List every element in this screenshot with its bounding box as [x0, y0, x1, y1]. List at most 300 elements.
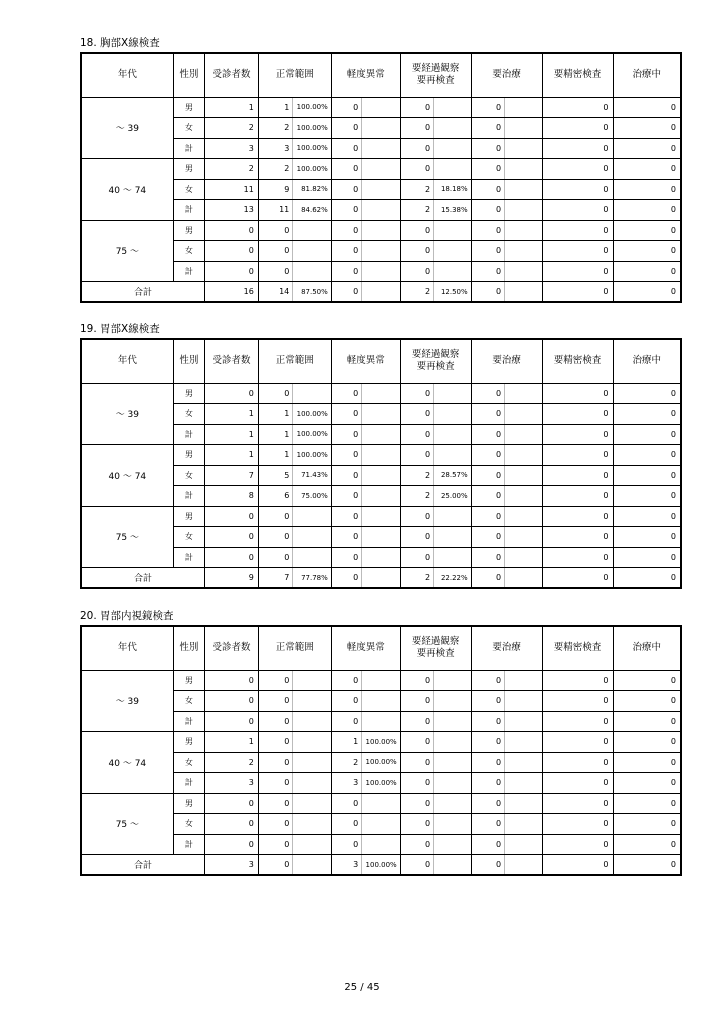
- cell-under-treatment: 0: [613, 670, 681, 691]
- sex-cell: 男: [173, 220, 204, 241]
- cell-follow: 0: [400, 691, 433, 712]
- cell-follow-pct: [434, 220, 472, 241]
- cell-treatment-pct: [505, 445, 543, 466]
- cell-detailed: 0: [542, 220, 613, 241]
- cell-mild-pct: [362, 261, 401, 282]
- table-row: [81, 670, 681, 691]
- cell-mild-pct: [362, 691, 401, 712]
- cell-detailed: 0: [542, 486, 613, 507]
- cell-detailed: 0: [542, 445, 613, 466]
- cell-normal-pct: [293, 711, 332, 732]
- cell-under-treatment: 0: [613, 241, 681, 262]
- cell-mild: 3: [331, 773, 361, 794]
- cell-treatment-pct: [505, 261, 543, 282]
- cell-detailed: 0: [542, 118, 613, 139]
- total-label: 合計: [81, 855, 205, 876]
- total-row: [81, 568, 681, 589]
- cell-detailed: 0: [542, 200, 613, 221]
- cell-detailed: 0: [542, 711, 613, 732]
- cell-normal: 0: [258, 383, 292, 404]
- cell-normal-pct: [293, 670, 332, 691]
- cell-detailed: 0: [542, 547, 613, 568]
- cell-under-treatment: 0: [613, 97, 681, 118]
- cell-mild-pct: 100.00%: [362, 773, 401, 794]
- sex-cell: 男: [173, 445, 204, 466]
- header-row: [81, 626, 681, 670]
- cell-follow-pct: [434, 118, 472, 139]
- cell-detailed: 0: [542, 855, 613, 876]
- age-group-cell: 75 ～: [81, 793, 173, 855]
- cell-normal-pct: [293, 691, 332, 712]
- cell-follow-pct: [434, 445, 472, 466]
- cell-mild: 0: [331, 465, 361, 486]
- cell-normal: 3: [258, 138, 292, 159]
- cell-mild-pct: [362, 200, 401, 221]
- cell-follow: 0: [400, 793, 433, 814]
- sex-cell: 女: [173, 527, 204, 548]
- age-group-cell: ～ 39: [81, 383, 173, 445]
- cell-normal-pct: [293, 834, 332, 855]
- cell-follow-pct: [434, 527, 472, 548]
- sex-cell: 男: [173, 670, 204, 691]
- table-row: [81, 97, 681, 118]
- cell-normal-pct: [293, 752, 332, 773]
- sex-cell: 男: [173, 383, 204, 404]
- cell-under-treatment: 0: [613, 220, 681, 241]
- cell-detailed: 0: [542, 568, 613, 589]
- cell-under-treatment: 0: [613, 282, 681, 303]
- header-examinees: 受診者数: [205, 626, 259, 670]
- sex-cell: 計: [173, 424, 204, 445]
- cell-detailed: 0: [542, 261, 613, 282]
- cell-follow: 0: [400, 424, 433, 445]
- cell-examinees: 0: [205, 691, 259, 712]
- cell-examinees: 1: [205, 445, 259, 466]
- cell-normal: 0: [258, 527, 292, 548]
- total-label: 合計: [81, 282, 205, 303]
- cell-examinees: 1: [205, 424, 259, 445]
- cell-follow-pct: 28.57%: [434, 465, 472, 486]
- cell-normal-pct: [293, 506, 332, 527]
- cell-follow: 0: [400, 506, 433, 527]
- cell-follow: 0: [400, 118, 433, 139]
- cell-under-treatment: 0: [613, 814, 681, 835]
- cell-normal: 0: [258, 732, 292, 753]
- cell-under-treatment: 0: [613, 138, 681, 159]
- cell-follow: 0: [400, 547, 433, 568]
- cell-treatment: 0: [471, 711, 504, 732]
- cell-under-treatment: 0: [613, 752, 681, 773]
- cell-mild-pct: [362, 282, 401, 303]
- section-title: 20. 胃部内視鏡検査: [80, 610, 174, 622]
- cell-follow-pct: [434, 752, 472, 773]
- cell-follow-pct: [434, 670, 472, 691]
- cell-treatment-pct: [505, 383, 543, 404]
- cell-mild: 0: [331, 445, 361, 466]
- cell-follow-pct: 18.18%: [434, 179, 472, 200]
- cell-treatment: 0: [471, 241, 504, 262]
- cell-normal-pct: [293, 383, 332, 404]
- cell-examinees: 3: [205, 773, 259, 794]
- cell-treatment: 0: [471, 855, 504, 876]
- cell-examinees: 1: [205, 97, 259, 118]
- cell-normal: 0: [258, 773, 292, 794]
- cell-detailed: 0: [542, 404, 613, 425]
- cell-normal-pct: [293, 732, 332, 753]
- cell-examinees: 0: [205, 814, 259, 835]
- cell-follow-pct: [434, 773, 472, 794]
- cell-examinees: 0: [205, 711, 259, 732]
- cell-follow-pct: [434, 261, 472, 282]
- cell-mild: 0: [331, 691, 361, 712]
- cell-treatment-pct: [505, 732, 543, 753]
- cell-normal: 1: [258, 404, 292, 425]
- cell-normal-pct: 100.00%: [293, 118, 332, 139]
- cell-mild-pct: [362, 159, 401, 180]
- header-age: 年代: [81, 626, 173, 670]
- cell-examinees: 0: [205, 793, 259, 814]
- cell-follow: 0: [400, 834, 433, 855]
- table-row: [81, 732, 681, 753]
- sex-cell: 女: [173, 691, 204, 712]
- header-follow-line2: 要再検査: [416, 648, 455, 660]
- cell-detailed: 0: [542, 159, 613, 180]
- cell-treatment: 0: [471, 547, 504, 568]
- header-follow-line2: 要再検査: [416, 361, 455, 373]
- sex-cell: 計: [173, 261, 204, 282]
- cell-normal-pct: 100.00%: [293, 404, 332, 425]
- cell-examinees: 16: [205, 282, 259, 303]
- cell-follow-pct: [434, 138, 472, 159]
- header-mild: 軽度異常: [331, 53, 400, 97]
- cell-treatment-pct: [505, 179, 543, 200]
- cell-mild-pct: [362, 568, 401, 589]
- sex-cell: 計: [173, 547, 204, 568]
- sex-cell: 男: [173, 506, 204, 527]
- cell-follow: 2: [400, 486, 433, 507]
- table-row: [81, 445, 681, 466]
- page-number: 25 / 45: [344, 982, 380, 993]
- header-under-treatment: 治療中: [613, 626, 681, 670]
- cell-normal: 0: [258, 547, 292, 568]
- cell-normal-pct: 100.00%: [293, 138, 332, 159]
- cell-mild-pct: 100.00%: [362, 855, 401, 876]
- cell-mild-pct: [362, 670, 401, 691]
- cell-treatment-pct: [505, 220, 543, 241]
- cell-under-treatment: 0: [613, 506, 681, 527]
- cell-normal: 2: [258, 118, 292, 139]
- cell-under-treatment: 0: [613, 159, 681, 180]
- cell-mild: 0: [331, 486, 361, 507]
- cell-mild-pct: [362, 834, 401, 855]
- cell-treatment-pct: [505, 200, 543, 221]
- cell-mild: 0: [331, 404, 361, 425]
- cell-mild-pct: [362, 220, 401, 241]
- cell-examinees: 0: [205, 383, 259, 404]
- cell-treatment-pct: [505, 691, 543, 712]
- cell-follow: 2: [400, 465, 433, 486]
- cell-normal: 2: [258, 159, 292, 180]
- cell-normal-pct: 100.00%: [293, 445, 332, 466]
- cell-treatment: 0: [471, 383, 504, 404]
- cell-examinees: 0: [205, 241, 259, 262]
- cell-mild-pct: [362, 527, 401, 548]
- table-row: [81, 220, 681, 241]
- cell-normal-pct: [293, 527, 332, 548]
- cell-normal: 0: [258, 241, 292, 262]
- sex-cell: 男: [173, 732, 204, 753]
- cell-normal: 0: [258, 670, 292, 691]
- cell-examinees: 0: [205, 220, 259, 241]
- cell-examinees: 0: [205, 261, 259, 282]
- cell-follow-pct: [434, 855, 472, 876]
- table-row: [81, 793, 681, 814]
- cell-normal: 1: [258, 424, 292, 445]
- cell-mild: 2: [331, 752, 361, 773]
- cell-follow: 0: [400, 241, 433, 262]
- cell-follow: 0: [400, 752, 433, 773]
- table-row: [81, 383, 681, 404]
- cell-treatment-pct: [505, 547, 543, 568]
- cell-normal: 1: [258, 445, 292, 466]
- cell-examinees: 2: [205, 159, 259, 180]
- cell-follow-pct: [434, 711, 472, 732]
- sex-cell: 計: [173, 200, 204, 221]
- cell-mild-pct: [362, 241, 401, 262]
- cell-treatment: 0: [471, 691, 504, 712]
- cell-under-treatment: 0: [613, 711, 681, 732]
- total-row: [81, 282, 681, 303]
- cell-treatment-pct: [505, 424, 543, 445]
- header-mild: 軽度異常: [331, 626, 400, 670]
- cell-mild-pct: [362, 179, 401, 200]
- cell-treatment: 0: [471, 200, 504, 221]
- age-group-cell: 75 ～: [81, 506, 173, 568]
- cell-under-treatment: 0: [613, 118, 681, 139]
- cell-follow-pct: 15.38%: [434, 200, 472, 221]
- sex-cell: 男: [173, 793, 204, 814]
- cell-under-treatment: 0: [613, 793, 681, 814]
- cell-normal-pct: [293, 220, 332, 241]
- cell-treatment-pct: [505, 752, 543, 773]
- cell-normal: 0: [258, 834, 292, 855]
- cell-examinees: 0: [205, 506, 259, 527]
- age-group-cell: 40 ～ 74: [81, 159, 173, 221]
- cell-mild-pct: [362, 404, 401, 425]
- age-group-cell: 75 ～: [81, 220, 173, 282]
- cell-examinees: 3: [205, 855, 259, 876]
- cell-follow-pct: [434, 97, 472, 118]
- cell-follow: 0: [400, 527, 433, 548]
- results-table: [80, 338, 682, 589]
- cell-mild: 0: [331, 547, 361, 568]
- cell-follow-pct: 22.22%: [434, 568, 472, 589]
- cell-normal-pct: 81.82%: [293, 179, 332, 200]
- cell-mild-pct: [362, 814, 401, 835]
- cell-normal: 0: [258, 261, 292, 282]
- cell-detailed: 0: [542, 383, 613, 404]
- cell-follow: 0: [400, 220, 433, 241]
- header-sex: 性別: [173, 626, 204, 670]
- cell-treatment: 0: [471, 445, 504, 466]
- cell-normal-pct: [293, 261, 332, 282]
- header-detailed: 要精密検査: [542, 626, 613, 670]
- cell-mild: 0: [331, 159, 361, 180]
- cell-normal: 7: [258, 568, 292, 589]
- age-group-cell: 40 ～ 74: [81, 732, 173, 794]
- cell-under-treatment: 0: [613, 773, 681, 794]
- cell-follow: 0: [400, 855, 433, 876]
- cell-follow: 2: [400, 568, 433, 589]
- cell-treatment-pct: [505, 793, 543, 814]
- cell-treatment-pct: [505, 711, 543, 732]
- cell-normal: 11: [258, 200, 292, 221]
- cell-mild-pct: [362, 424, 401, 445]
- cell-treatment-pct: [505, 814, 543, 835]
- sex-cell: 男: [173, 159, 204, 180]
- cell-normal: 5: [258, 465, 292, 486]
- cell-mild-pct: [362, 97, 401, 118]
- cell-detailed: 0: [542, 465, 613, 486]
- results-table: [80, 52, 682, 303]
- cell-treatment-pct: [505, 670, 543, 691]
- cell-examinees: 8: [205, 486, 259, 507]
- cell-normal-pct: 77.78%: [293, 568, 332, 589]
- cell-treatment: 0: [471, 465, 504, 486]
- header-detailed: 要精密検査: [542, 53, 613, 97]
- cell-treatment: 0: [471, 138, 504, 159]
- cell-mild-pct: [362, 506, 401, 527]
- cell-detailed: 0: [542, 691, 613, 712]
- cell-under-treatment: 0: [613, 834, 681, 855]
- cell-detailed: 0: [542, 814, 613, 835]
- cell-follow-pct: [434, 834, 472, 855]
- cell-detailed: 0: [542, 506, 613, 527]
- cell-examinees: 2: [205, 752, 259, 773]
- header-normal: 正常範囲: [258, 626, 331, 670]
- cell-follow-pct: [434, 159, 472, 180]
- cell-normal: 0: [258, 855, 292, 876]
- sex-cell: 女: [173, 118, 204, 139]
- total-label: 合計: [81, 568, 205, 589]
- cell-treatment: 0: [471, 506, 504, 527]
- cell-under-treatment: 0: [613, 445, 681, 466]
- cell-normal-pct: [293, 241, 332, 262]
- sex-cell: 計: [173, 834, 204, 855]
- cell-mild: 0: [331, 527, 361, 548]
- header-follow-line1: 要経過観察: [411, 636, 460, 648]
- cell-mild: 0: [331, 506, 361, 527]
- cell-mild: 0: [331, 282, 361, 303]
- cell-examinees: 0: [205, 527, 259, 548]
- header-examinees: 受診者数: [205, 339, 259, 383]
- cell-under-treatment: 0: [613, 383, 681, 404]
- cell-detailed: 0: [542, 241, 613, 262]
- cell-follow-pct: [434, 383, 472, 404]
- cell-normal: 0: [258, 814, 292, 835]
- cell-follow: 0: [400, 670, 433, 691]
- cell-mild-pct: [362, 118, 401, 139]
- cell-mild: 3: [331, 855, 361, 876]
- cell-normal-pct: [293, 814, 332, 835]
- header-follow-line1: 要経過観察: [411, 63, 460, 75]
- header-age: 年代: [81, 53, 173, 97]
- age-group-cell: 40 ～ 74: [81, 445, 173, 507]
- header-age: 年代: [81, 339, 173, 383]
- cell-normal: 0: [258, 506, 292, 527]
- cell-follow: 2: [400, 179, 433, 200]
- cell-follow-pct: [434, 404, 472, 425]
- cell-normal-pct: [293, 547, 332, 568]
- cell-examinees: 1: [205, 732, 259, 753]
- cell-detailed: 0: [542, 732, 613, 753]
- header-follow-up: [400, 339, 471, 383]
- cell-detailed: 0: [542, 282, 613, 303]
- cell-mild: 0: [331, 200, 361, 221]
- sex-cell: 計: [173, 138, 204, 159]
- cell-normal: 0: [258, 793, 292, 814]
- header-treatment: 要治療: [471, 339, 542, 383]
- cell-treatment-pct: [505, 138, 543, 159]
- cell-treatment: 0: [471, 486, 504, 507]
- cell-under-treatment: 0: [613, 404, 681, 425]
- header-row: [81, 339, 681, 383]
- cell-treatment: 0: [471, 220, 504, 241]
- header-mild: 軽度異常: [331, 339, 400, 383]
- header-under-treatment: 治療中: [613, 53, 681, 97]
- cell-normal: 0: [258, 691, 292, 712]
- cell-follow: 0: [400, 773, 433, 794]
- cell-follow: 0: [400, 383, 433, 404]
- cell-under-treatment: 0: [613, 547, 681, 568]
- cell-mild-pct: [362, 486, 401, 507]
- cell-normal-pct: 75.00%: [293, 486, 332, 507]
- cell-follow: 2: [400, 200, 433, 221]
- cell-follow: 0: [400, 404, 433, 425]
- cell-follow-pct: [434, 547, 472, 568]
- cell-under-treatment: 0: [613, 855, 681, 876]
- cell-treatment-pct: [505, 506, 543, 527]
- cell-treatment: 0: [471, 97, 504, 118]
- cell-detailed: 0: [542, 97, 613, 118]
- header-under-treatment: 治療中: [613, 339, 681, 383]
- cell-follow: 0: [400, 261, 433, 282]
- cell-treatment-pct: [505, 773, 543, 794]
- cell-follow: 0: [400, 138, 433, 159]
- cell-mild-pct: 100.00%: [362, 732, 401, 753]
- cell-mild-pct: [362, 445, 401, 466]
- cell-examinees: 0: [205, 834, 259, 855]
- cell-treatment: 0: [471, 159, 504, 180]
- header-row: [81, 53, 681, 97]
- cell-treatment: 0: [471, 118, 504, 139]
- cell-treatment-pct: [505, 465, 543, 486]
- cell-treatment: 0: [471, 179, 504, 200]
- cell-treatment: 0: [471, 424, 504, 445]
- cell-treatment-pct: [505, 855, 543, 876]
- cell-under-treatment: 0: [613, 261, 681, 282]
- cell-examinees: 2: [205, 118, 259, 139]
- cell-mild: 0: [331, 241, 361, 262]
- cell-under-treatment: 0: [613, 465, 681, 486]
- cell-follow-pct: 25.00%: [434, 486, 472, 507]
- table-row: [81, 159, 681, 180]
- cell-normal: 1: [258, 97, 292, 118]
- cell-normal-pct: 87.50%: [293, 282, 332, 303]
- cell-mild-pct: [362, 547, 401, 568]
- cell-normal-pct: [293, 855, 332, 876]
- cell-treatment: 0: [471, 834, 504, 855]
